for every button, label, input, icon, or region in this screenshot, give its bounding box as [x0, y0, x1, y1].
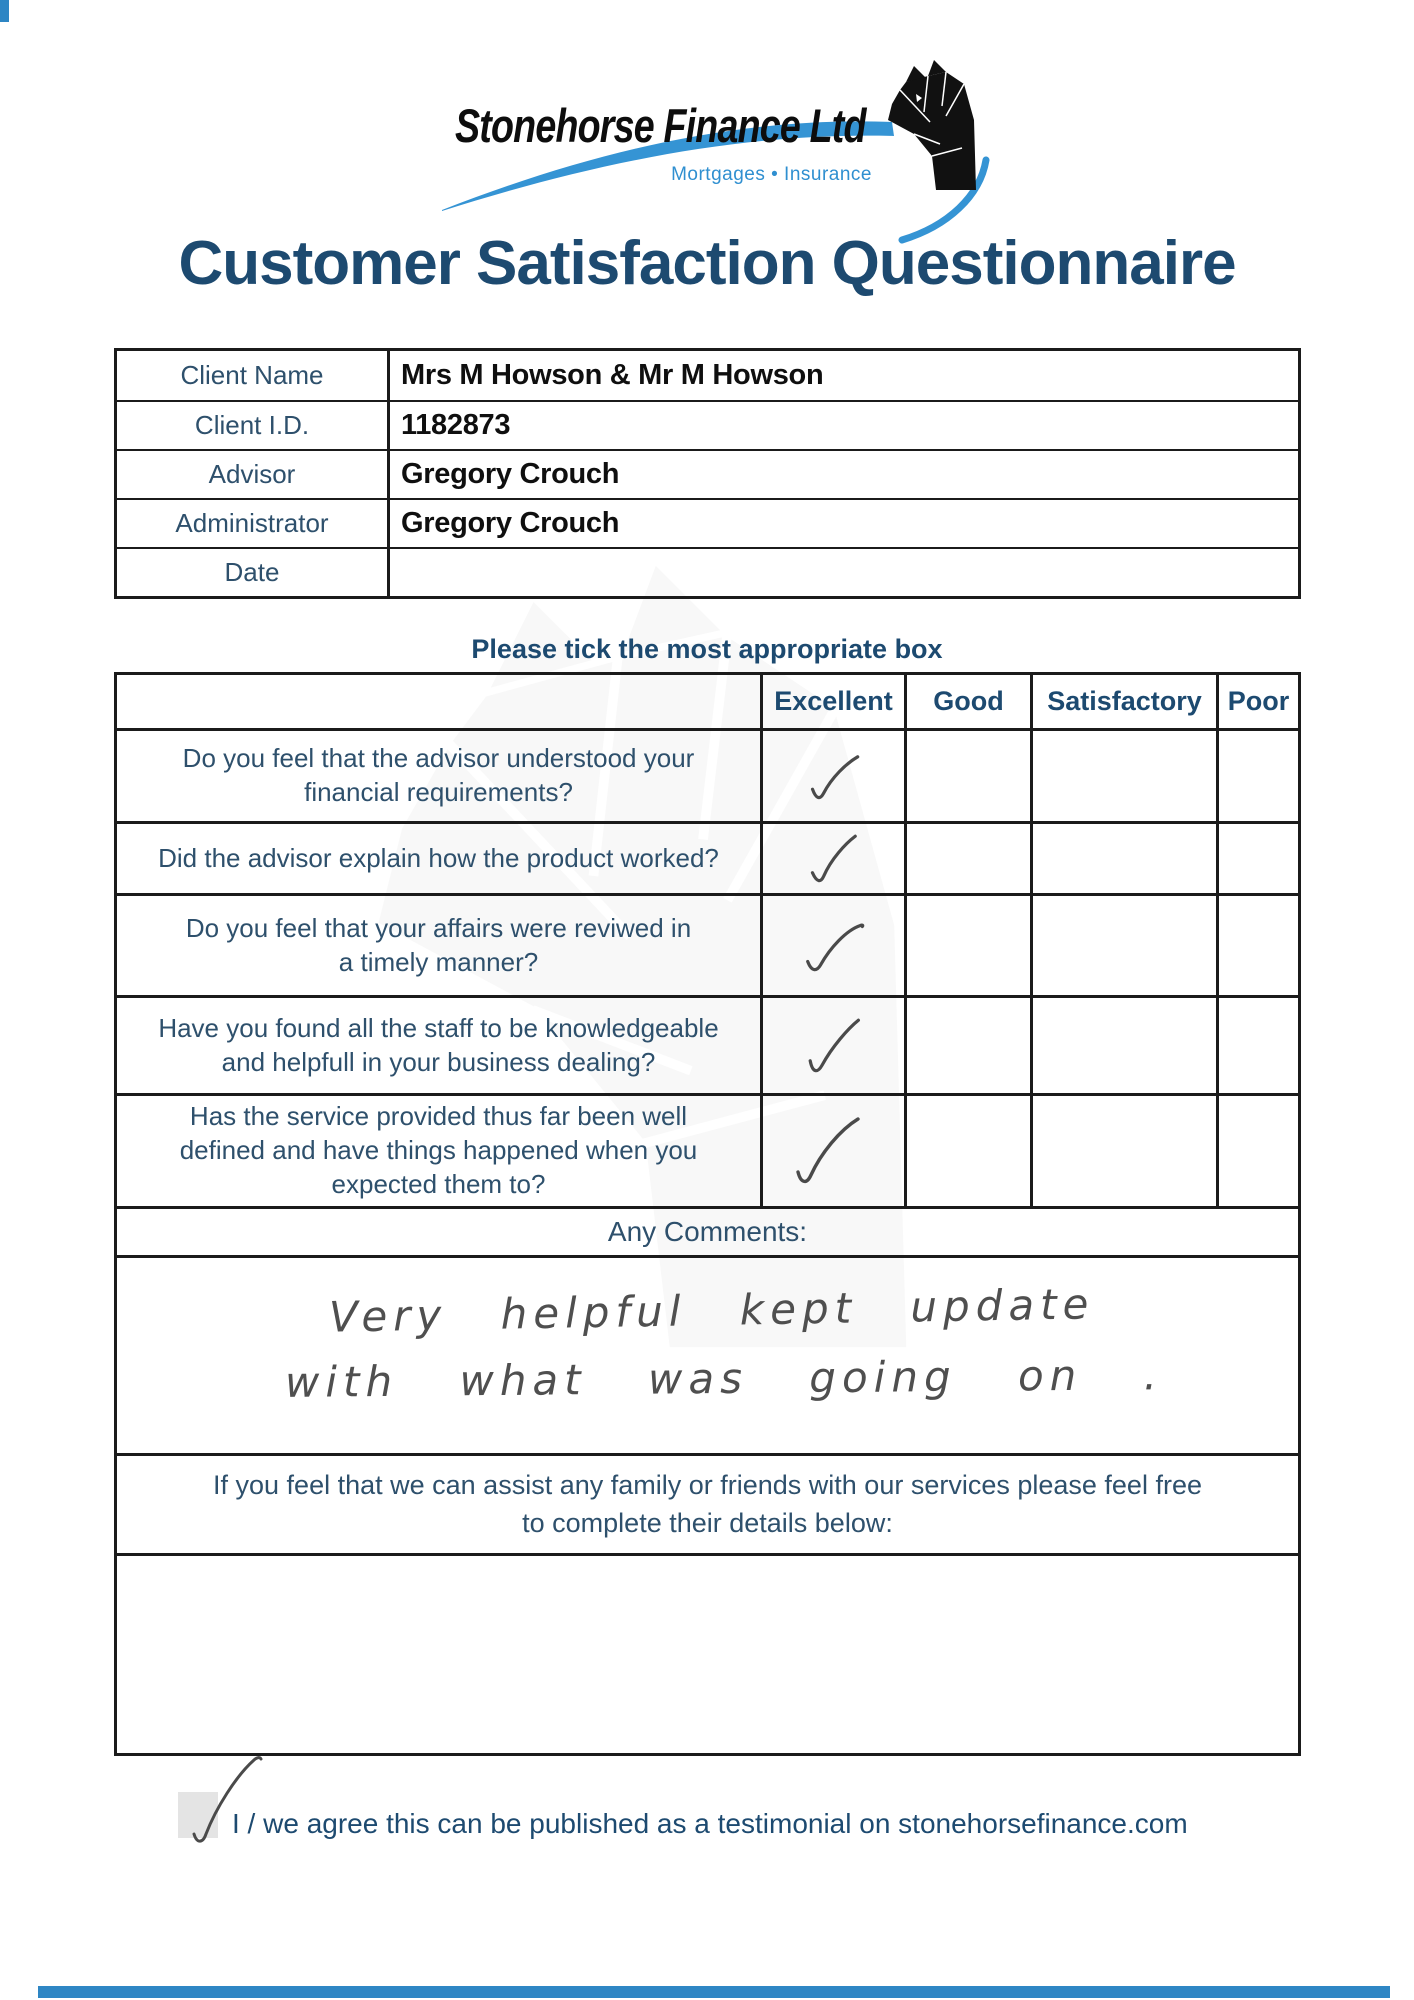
rating-cell[interactable] — [1216, 821, 1298, 893]
tick-mark-icon — [803, 749, 863, 807]
client-id-label: Client I.D. — [117, 400, 390, 449]
comments-label: Any Comments: — [117, 1206, 1298, 1255]
corner-accent — [0, 0, 9, 22]
logo-tagline: Mortgages • Insurance — [671, 164, 872, 185]
administrator-label: Administrator — [117, 498, 390, 547]
column-header-poor: Poor — [1216, 675, 1298, 728]
horse-head-icon — [884, 56, 976, 192]
rating-cell[interactable] — [1216, 995, 1298, 1093]
rating-cell[interactable] — [904, 995, 1030, 1093]
tick-cell[interactable] — [760, 995, 904, 1093]
tick-cell[interactable] — [760, 728, 904, 821]
ratings-header-empty — [117, 675, 760, 728]
advisor-value[interactable]: Gregory Crouch — [390, 449, 1298, 498]
ratings-table — [114, 672, 1301, 1756]
advisor-label: Advisor — [117, 449, 390, 498]
rating-cell[interactable] — [1030, 1093, 1216, 1206]
column-header-satisfactory: Satisfactory — [1030, 675, 1216, 728]
referral-instruction: If you feel that we can assist any family or friends with our services please feel free to complete their details below: — [117, 1453, 1298, 1553]
page-title: Customer Satisfaction Questionnaire — [178, 229, 1236, 298]
footer-accent-bar — [38, 1986, 1390, 1998]
rating-cell[interactable] — [1030, 995, 1216, 1093]
tick-mark-icon — [805, 831, 863, 887]
referral-details-box[interactable] — [117, 1553, 1298, 1753]
rating-cell[interactable] — [904, 1093, 1030, 1206]
question-text: Do you feel that your affairs were reviwed in a timely manner? — [117, 893, 760, 995]
tick-cell[interactable] — [760, 821, 904, 893]
tick-instruction: Please tick the most appropriate box — [471, 634, 943, 664]
tick-cell[interactable] — [760, 893, 904, 995]
rating-cell[interactable] — [1030, 728, 1216, 821]
date-value[interactable] — [390, 547, 1298, 596]
tick-mark-icon — [803, 1012, 864, 1079]
tick-mark-icon — [790, 1112, 866, 1190]
client-id-value[interactable]: 1182873 — [390, 400, 1298, 449]
testimonial-agreement-text: I / we agree this can be published as a testimonial on stonehorsefinance.com — [232, 1808, 1188, 1839]
date-label: Date — [117, 547, 390, 596]
testimonial-section — [0, 1740, 1414, 1880]
tick-cell[interactable] — [760, 1093, 904, 1206]
rating-cell[interactable] — [1030, 893, 1216, 995]
question-text: Did the advisor explain how the product worked? — [117, 821, 760, 893]
comments-box[interactable] — [117, 1255, 1298, 1453]
rating-cell[interactable] — [904, 821, 1030, 893]
rating-cell[interactable] — [904, 728, 1030, 821]
question-text: Have you found all the staff to be knowledgeable and helpfull in your business dealing? — [117, 995, 760, 1093]
rating-cell[interactable] — [1216, 1093, 1298, 1206]
handwritten-comment-line: Very helpful kept update — [328, 1279, 1095, 1342]
logo-company-name: Stonehorse Finance Ltd — [455, 99, 866, 152]
administrator-value[interactable]: Gregory Crouch — [390, 498, 1298, 547]
tick-mark-icon — [801, 915, 866, 976]
client-name-value[interactable]: Mrs M Howson & Mr M Howson — [401, 359, 824, 391]
rating-cell[interactable] — [1030, 821, 1216, 893]
question-text: Do you feel that the advisor understood your financial requirements? — [117, 728, 760, 821]
question-text: Has the service provided thus far been well defined and have things happened when you expected them to? — [117, 1093, 760, 1206]
handwritten-comment-line: with what was going on . — [284, 1350, 1164, 1407]
rating-cell[interactable] — [904, 893, 1030, 995]
logo — [0, 40, 1414, 200]
client-name-label: Client Name — [117, 351, 390, 400]
rating-cell[interactable] — [1216, 728, 1298, 821]
rating-cell[interactable] — [1216, 893, 1298, 995]
client-info-table — [114, 348, 1301, 599]
column-header-good: Good — [904, 675, 1030, 728]
column-header-excellent: Excellent — [760, 675, 904, 728]
